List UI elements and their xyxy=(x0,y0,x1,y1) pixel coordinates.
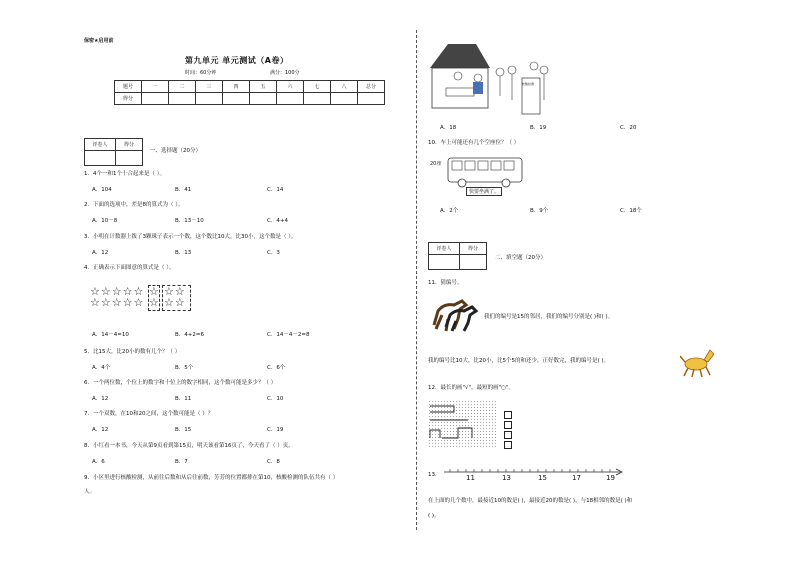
answer-squares xyxy=(504,409,512,449)
score-cell: 八 xyxy=(331,81,358,93)
q2-option-a[interactable]: A．10－8 xyxy=(92,218,118,224)
grader-box xyxy=(84,138,143,166)
page-title: 第九单元 单元测试（A卷） xyxy=(185,56,289,65)
q2-option-c[interactable]: C．4+4 xyxy=(267,218,288,224)
q4-option-c[interactable]: C．14－4－2=8 xyxy=(267,332,310,338)
q2-option-b[interactable]: B．13－10 xyxy=(175,218,204,224)
score-cell: 六 xyxy=(277,81,304,93)
tick-label: 17 xyxy=(572,474,581,482)
score-cell[interactable] xyxy=(250,93,277,105)
speech-bubble: 快要坐满了。 xyxy=(466,187,502,196)
score-cell[interactable] xyxy=(169,93,196,105)
yellow-horse-icon xyxy=(680,344,716,378)
tick-label: 15 xyxy=(538,474,547,482)
q6-option-a[interactable]: A．12 xyxy=(92,396,109,402)
dot-grid-figure xyxy=(428,400,498,448)
score-label: 得分 xyxy=(460,243,487,255)
score-cell[interactable] xyxy=(304,93,331,105)
q1-option-b[interactable]: B．41 xyxy=(175,187,192,193)
score-cell[interactable] xyxy=(196,93,223,105)
q9-option-a[interactable]: A．18 xyxy=(440,125,457,131)
two-horses-icon xyxy=(428,295,480,333)
score-label: 得分 xyxy=(116,139,143,151)
answer-square[interactable] xyxy=(504,411,512,419)
q13-line1: 在上面的几个数中，最接近10的数是( )，最接近20的数是( )，与18相邻的数是( )和 xyxy=(428,498,633,504)
score-cell[interactable] xyxy=(142,93,169,105)
tick-label: 13 xyxy=(502,474,511,482)
score-cell: 题号 xyxy=(115,81,142,93)
score-cell[interactable] xyxy=(277,93,304,105)
q7-option-b[interactable]: B．15 xyxy=(175,427,192,433)
score-cell: 二 xyxy=(169,81,196,93)
q4-option-a[interactable]: A．14－4=10 xyxy=(92,332,129,338)
score-table-score-row xyxy=(115,93,385,105)
q9-option-b[interactable]: B．19 xyxy=(530,125,547,131)
q5-option-a[interactable]: A．4个 xyxy=(92,365,111,371)
q12-text: 12．最长的画"√"，最短的画"○"。 xyxy=(428,385,514,391)
score-cell[interactable] xyxy=(358,93,385,105)
score-cell[interactable] xyxy=(331,93,358,105)
score-cell[interactable] xyxy=(223,93,250,105)
bus-illustration xyxy=(446,156,524,190)
q5-text: 5．比15大，比20小的数有几个？（ ） xyxy=(84,349,181,355)
score-cell: 总分 xyxy=(358,81,385,93)
q1-option-c[interactable]: C．14 xyxy=(267,187,284,193)
section2-title: 二、填空题（20分） xyxy=(495,255,546,261)
q10-option-c[interactable]: C．18个 xyxy=(620,208,642,214)
boxed-star-group: ☆☆ ☆☆ xyxy=(164,285,186,309)
tick-label: 19 xyxy=(606,474,615,482)
q13-line2: ( )。 xyxy=(428,513,440,519)
q1-option-a[interactable]: A．104 xyxy=(92,187,112,193)
q10-option-b[interactable]: B．9个 xyxy=(530,208,549,214)
star-row: ☆☆☆☆☆ xyxy=(90,285,145,298)
q6-option-c[interactable]: C．10 xyxy=(267,396,284,402)
q8-text: 8．小红看一本书，今天从第9页看到第15页，明天该看第16页了，今天看了（ ）页。 xyxy=(84,443,294,449)
q9-text: 9．小区里进行核酸检测，从前往后数和从后往前数，芳芳的位置都排在第10，核酸检测的队伍共有（ ） xyxy=(84,475,339,481)
q11-text: 11．猜编号。 xyxy=(428,280,463,286)
q8-option-c[interactable]: C．8 xyxy=(267,459,280,465)
circled-star-group: ☆ ☆ xyxy=(149,285,160,309)
test-sign: 核酸检测 xyxy=(522,82,535,86)
star-row: ☆☆☆☆☆ xyxy=(90,296,145,309)
q3-text: 3．小明在计数器上拨了3颗珠子表示一个数，这个数比10大，比30小，这个数是（ ）。 xyxy=(84,234,297,240)
q9-text-cont: 人。 xyxy=(84,489,96,495)
answer-square[interactable] xyxy=(504,431,512,439)
reviewer-label: 评卷人 xyxy=(85,139,116,151)
score-table-header-row xyxy=(115,81,385,93)
q11-line1: 我们的编号是15的邻居，我们的编号分别是( )和( )。 xyxy=(484,314,614,320)
q9-option-c[interactable]: C．20 xyxy=(620,125,637,131)
q8-option-a[interactable]: A．6 xyxy=(92,459,105,465)
q6-option-b[interactable]: B．11 xyxy=(175,396,192,402)
reviewer-field[interactable] xyxy=(85,151,116,166)
column-divider xyxy=(416,30,417,530)
answer-square[interactable] xyxy=(504,441,512,449)
score-field[interactable] xyxy=(116,151,143,166)
q7-text: 7．一个双数，在10和20之间，这个数可能是（ ）？ xyxy=(84,411,214,417)
star-figure xyxy=(90,286,144,308)
score-field[interactable] xyxy=(460,255,487,270)
q3-option-a[interactable]: A．12 xyxy=(92,250,109,256)
score-cell: 得分 xyxy=(115,93,142,105)
seat-count-label: 20座 xyxy=(430,161,442,167)
q5-option-b[interactable]: B．5个 xyxy=(175,365,194,371)
covid-test-illustration xyxy=(428,40,558,118)
q4-option-b[interactable]: B．4+2=6 xyxy=(175,332,204,338)
section1-title: 一、选择题（20分） xyxy=(150,148,201,154)
q6-text: 6．一个两位数，个位上的数字和十位上的数字相同，这个数可能是多少？（ ） xyxy=(84,380,277,386)
tick-label: 11 xyxy=(466,474,475,482)
reviewer-label: 评卷人 xyxy=(429,243,460,255)
score-cell: 七 xyxy=(304,81,331,93)
q3-option-b[interactable]: B．13 xyxy=(175,250,192,256)
score-table xyxy=(114,80,385,105)
full-score-label: 满分：100分 xyxy=(270,70,300,76)
q7-option-c[interactable]: C．19 xyxy=(267,427,284,433)
reviewer-field[interactable] xyxy=(429,255,460,270)
q7-option-a[interactable]: A．12 xyxy=(92,427,109,433)
score-cell: 四 xyxy=(223,81,250,93)
q8-option-b[interactable]: B．7 xyxy=(175,459,188,465)
score-cell: 一 xyxy=(142,81,169,93)
q10-option-a[interactable]: A．2个 xyxy=(440,208,459,214)
answer-square[interactable] xyxy=(504,421,512,429)
q5-option-c[interactable]: C．6个 xyxy=(267,365,286,371)
q1-text: 1．4个一和1个十合起来是（ ）。 xyxy=(84,171,165,177)
confidential-label: 保密★启用前 xyxy=(84,38,114,44)
time-label: 时间：60分钟 xyxy=(185,70,217,76)
q11-line2: 我的编号比10大，比20小，比5个5的和还少，正好数完，我的编号是( )。 xyxy=(428,358,610,364)
q10-text: 10．车上可能还有几个空座位？（ ） xyxy=(428,140,520,146)
score-cell: 五 xyxy=(250,81,277,93)
q4-text: 4．正确表示下面图意的算式是（ ）。 xyxy=(84,265,175,271)
q3-option-c[interactable]: C．3 xyxy=(267,250,280,256)
grader-box-2 xyxy=(428,242,487,270)
score-cell: 三 xyxy=(196,81,223,93)
q2-text: 2．下面的选项中，差是8的算式为（ ）。 xyxy=(84,202,184,208)
q13-text: 13． xyxy=(428,472,441,478)
